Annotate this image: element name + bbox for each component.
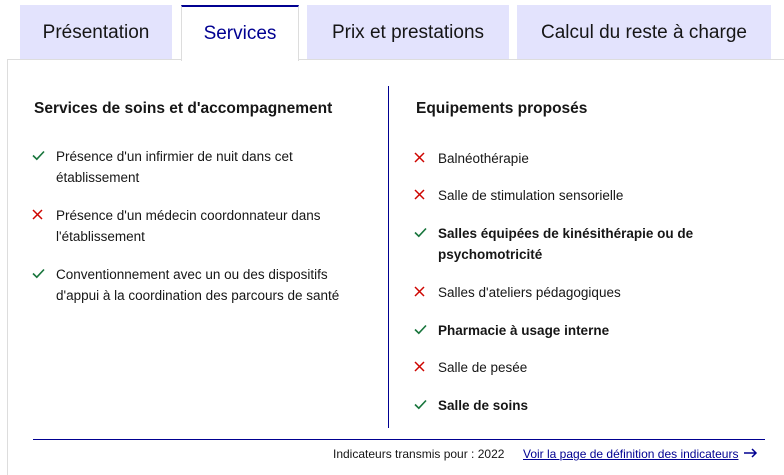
cross-icon [414, 185, 438, 200]
equipements-section-title: Equipements proposés [416, 100, 588, 117]
item-label: Conventionnement avec un ou des dispositifs [56, 267, 328, 282]
tab-bar [0, 0, 784, 60]
indicators-definition-link[interactable] [523, 447, 758, 461]
item-label-cont: l'établissement [56, 229, 145, 244]
tab-label: Calcul du reste à charge [541, 21, 747, 43]
arrow-right-icon [744, 447, 758, 461]
tab-label: Prix et prestations [331, 21, 485, 43]
list-item [414, 395, 754, 416]
soins-section-title: Services de soins et d'accompagnement [34, 100, 333, 117]
tab-presentation[interactable] [20, 5, 172, 60]
check-icon [414, 320, 438, 335]
link-label: Voir la page de définition des indicateurs [523, 447, 739, 461]
indicators-year-text: Indicateurs transmis pour : 2022 [333, 447, 505, 461]
check-icon [32, 146, 56, 161]
item-label-cont: d'appui à la coordination des parcours de santé [56, 288, 340, 303]
tab-label: Services [203, 23, 277, 44]
item-label-cont: établissement [56, 170, 140, 185]
tab-prix-et-prestations[interactable] [307, 5, 509, 60]
item-label: Balnéothérapie [438, 151, 529, 166]
item-label-cont: psychomotricité [438, 247, 543, 262]
list-item [32, 205, 372, 247]
item-label: Salle de stimulation sensorielle [438, 188, 624, 203]
list-item [414, 223, 764, 265]
list-item [414, 185, 754, 206]
check-icon [32, 264, 56, 279]
tab-services[interactable] [181, 5, 299, 61]
cross-icon [414, 148, 438, 163]
check-icon [414, 395, 438, 410]
item-label: Salle de pesée [438, 360, 528, 375]
list-item [414, 282, 754, 303]
list-item [414, 357, 754, 378]
list-item [414, 148, 754, 169]
check-icon [414, 223, 438, 238]
footer-divider [33, 439, 765, 440]
item-label: Salles d'ateliers pédagogiques [438, 285, 621, 300]
list-item [414, 320, 754, 341]
tab-calcul-reste-a-charge[interactable] [517, 5, 771, 60]
item-label: Présence d'un médecin coordonnateur dans [56, 208, 321, 223]
tab-label: Présentation [42, 21, 150, 43]
column-divider [388, 86, 389, 428]
item-label: Salles équipées de kinésithérapie ou de [438, 226, 694, 241]
cross-icon [414, 357, 438, 372]
list-item [32, 146, 372, 188]
item-label: Pharmacie à usage interne [438, 323, 610, 338]
item-label: Présence d'un infirmier de nuit dans cet [56, 149, 293, 164]
list-item [32, 264, 382, 306]
item-label: Salle de soins [438, 398, 529, 413]
cross-icon [32, 205, 56, 220]
cross-icon [414, 282, 438, 297]
